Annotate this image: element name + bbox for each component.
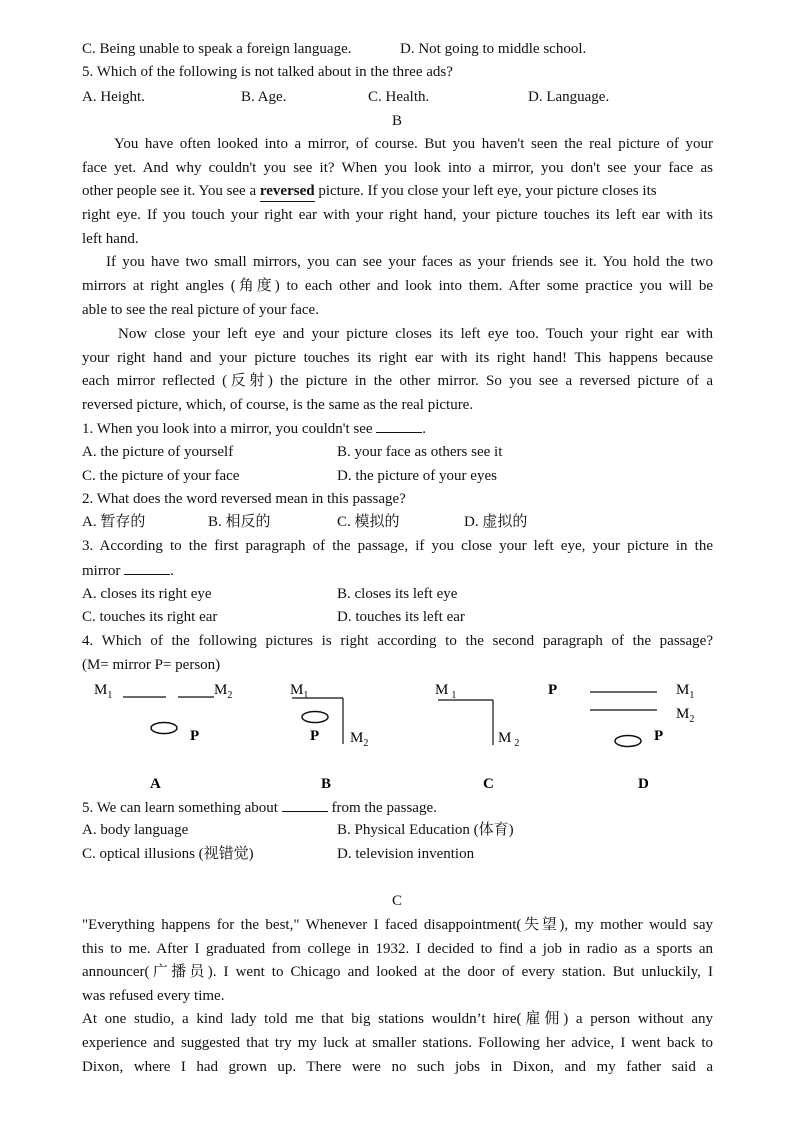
b-p2-line2: mirrors at right angles (角度) to each other and look into them. After some practice you will be xyxy=(82,278,713,294)
q3-stem: 3. According to the first paragraph of the passage, if you close your left eye, your picture in the xyxy=(82,538,713,554)
q1-option-b: B. your face as others see it xyxy=(337,444,503,460)
q5-top-option-d: D. Language. xyxy=(528,89,610,105)
b-p2-line3: able to see the real picture of your face. xyxy=(82,302,319,318)
c-p2-line2: experience and suggested that try my luck at smaller stations. Following her advice, I went back to xyxy=(82,1035,713,1051)
q4-option-d: D. Not going to middle school. xyxy=(400,41,587,57)
q5-option-c: C. optical illusions (视错觉) xyxy=(82,846,254,862)
c-p1-line4: was refused every time. xyxy=(82,988,225,1004)
d-m1-label: $M_1$ xyxy=(676,682,695,701)
a-m2-label: $M_2$ xyxy=(214,682,233,701)
c-p2-line3: Dixon, where I had grown up. There were no such jobs in Dixon, and my father said a xyxy=(82,1059,713,1075)
d-m2-label: $M_2$ xyxy=(676,706,695,725)
a-label: A xyxy=(150,776,161,792)
d-p-label-top: P xyxy=(548,682,558,698)
q3-blank xyxy=(124,560,170,575)
c-p1-line2: this to me. After I graduated from college in 1932. I decided to find a job in radio as a sports an xyxy=(82,941,713,957)
diagram-c xyxy=(435,682,519,792)
q5-stem: 5. We can learn something about from the passage. xyxy=(82,797,437,818)
q4-option-c: C. Being unable to speak a foreign language. xyxy=(82,41,352,57)
q1-stem: 1. When you look into a mirror, you couldn't see . xyxy=(82,418,426,439)
b-p1-line2: face yet. And why couldn't you see it? When you look into a mirror, you don't see your face as xyxy=(82,160,713,176)
c-p1-line1: "Everything happens for the best," Whenever I faced disappointment(失望), my mother would say xyxy=(82,917,713,933)
b-p1-line4: right eye. If you touch your right ear with your right hand, your picture touches its left ear with its xyxy=(82,207,713,223)
q2-option-d: D. 虚拟的 xyxy=(464,514,528,530)
q1-option-d: D. the picture of your eyes xyxy=(337,468,497,484)
diagram-b xyxy=(290,682,368,792)
b-p3-line2: your right hand and your picture touches its right ear with its right hand! This happens because xyxy=(82,350,713,366)
b-p3-line1: Now close your left eye and your picture closes its left eye too. Touch your right ear with xyxy=(118,326,713,342)
d-p-label: P xyxy=(654,728,664,744)
d-person-icon xyxy=(615,736,641,747)
b-p1-line5: left hand. xyxy=(82,231,139,247)
q3-option-a: A. closes its right eye xyxy=(82,586,212,602)
c-m1-label: M $_1$ xyxy=(435,682,457,701)
q3-option-d: D. touches its left ear xyxy=(337,609,465,625)
diagram-d xyxy=(548,682,694,792)
reversed-word: reversed xyxy=(260,181,315,202)
q5-top-option-a: A. Height. xyxy=(82,89,145,105)
a-p-label: P xyxy=(190,728,200,744)
q5-blank xyxy=(282,797,328,812)
q5-top-option-b: B. Age. xyxy=(241,89,287,105)
q4-legend: (M= mirror P= person) xyxy=(82,657,221,673)
q2-option-b: B. 相反的 xyxy=(208,514,271,530)
q3-stem-2: mirror . xyxy=(82,560,174,581)
c-p2-line1: At one studio, a kind lady told me that big stations wouldn’t hire(雇佣) a person without any xyxy=(82,1011,713,1027)
q2-option-c: C. 模拟的 xyxy=(337,514,400,530)
b-p2-line1: If you have two small mirrors, you can see your faces as your friends see it. You hold the two xyxy=(106,254,713,270)
b-p1-line3: other people see it. You see a reversed picture. If you close your left eye, your picture closes its xyxy=(82,181,713,202)
a-m1-label: $M_1$ xyxy=(94,682,113,701)
q1-blank xyxy=(376,418,422,433)
q2-option-a: A. 暂存的 xyxy=(82,514,146,530)
diagram-a xyxy=(94,682,232,792)
b-p3-line3: each mirror reflected (反射) the picture in the other mirror. So you see a reversed picture of a xyxy=(82,373,713,389)
b-m2-label: $M_2$ xyxy=(350,730,369,749)
b-label: B xyxy=(321,776,332,792)
b-person-icon xyxy=(302,712,328,723)
q5-option-b: B. Physical Education (体育) xyxy=(337,822,514,838)
q2-stem: 2. What does the word reversed mean in this passage? xyxy=(82,491,406,507)
section-c-heading: C xyxy=(391,893,402,909)
q1-option-a: A. the picture of yourself xyxy=(82,444,234,460)
q5-top-option-c: C. Health. xyxy=(368,89,430,105)
a-person-icon xyxy=(151,723,177,734)
q3-option-b: B. closes its left eye xyxy=(337,586,458,602)
b-p3-line4: reversed picture, which, of course, is the same as the real picture. xyxy=(82,397,474,413)
c-p1-line3: announcer(广播员). I went to Chicago and looked at the door of every station. But unluckily, I xyxy=(82,964,713,980)
b-p-label: P xyxy=(310,728,320,744)
section-b-heading: B xyxy=(391,113,402,129)
b-m1-label: $M_1$ xyxy=(290,682,309,701)
q5-option-d: D. television invention xyxy=(337,846,475,862)
d-label: D xyxy=(638,776,649,792)
c-m2-label: M $_2$ xyxy=(498,730,520,749)
q3-option-c: C. touches its right ear xyxy=(82,609,218,625)
b-p1-line1: You have often looked into a mirror, of course. But you haven't seen the real picture of your xyxy=(114,136,713,152)
q5-option-a: A. body language xyxy=(82,822,189,838)
q1-option-c: C. the picture of your face xyxy=(82,468,240,484)
c-label: C xyxy=(483,776,494,792)
q4-stem: 4. Which of the following pictures is right according to the second paragraph of the passage? xyxy=(82,633,713,649)
mirror-diagrams xyxy=(0,670,794,800)
q5-stem-top: 5. Which of the following is not talked about in the three ads? xyxy=(82,64,453,80)
